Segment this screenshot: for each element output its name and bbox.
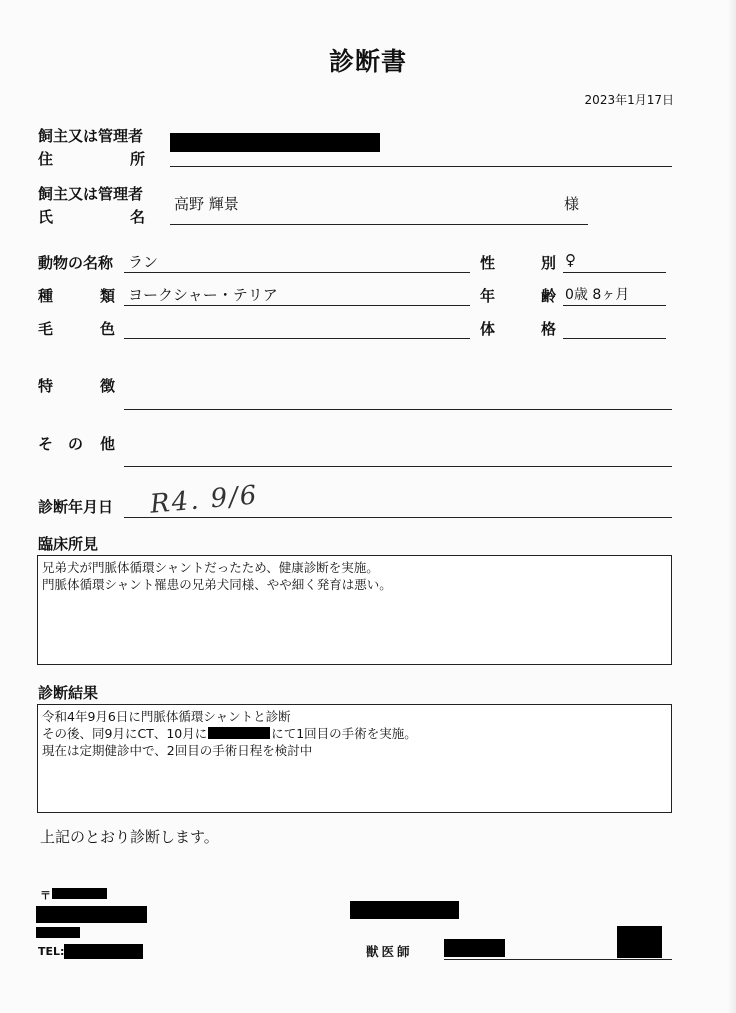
sex-value: ♀ bbox=[565, 251, 576, 269]
honorific: 様 bbox=[564, 195, 580, 213]
other-label-char2: の bbox=[68, 435, 84, 453]
features-label-char1: 特 bbox=[38, 377, 54, 395]
redacted-phone bbox=[64, 944, 143, 959]
document-title: 診断書 bbox=[328, 47, 407, 76]
coat-color-underline bbox=[124, 338, 470, 339]
redacted-clinic-name bbox=[350, 901, 459, 919]
clinical-findings-heading: 臨床所見 bbox=[38, 535, 99, 553]
age-label-char1: 年 bbox=[480, 287, 496, 305]
owner-name-label-char1: 氏 bbox=[38, 208, 54, 226]
address-underline bbox=[170, 166, 672, 167]
owner-address-label-line1: 飼主又は管理者 bbox=[38, 127, 144, 145]
age-value: 0歳 8ヶ月 bbox=[565, 287, 630, 303]
diagnosis-result-box bbox=[37, 704, 672, 813]
owner-name-label-line1: 飼主又は管理者 bbox=[38, 185, 144, 203]
diagnosis-result-heading: 診断結果 bbox=[38, 684, 99, 702]
clinical-line-2: 門脈体循環シャント罹患の兄弟犬同様、やや細く発育は悪い。 bbox=[42, 577, 392, 592]
scan-edge-shadow bbox=[728, 0, 736, 1013]
closing-statement: 上記のとおり診断します。 bbox=[40, 828, 219, 846]
owner-name-underline bbox=[170, 224, 588, 225]
result-line-2-after: にて1回目の手術を実施。 bbox=[271, 726, 417, 741]
sex-underline bbox=[563, 272, 666, 273]
diagnosis-date-label: 診断年月日 bbox=[38, 498, 114, 516]
sex-label-char2: 別 bbox=[541, 254, 557, 272]
age-underline bbox=[563, 305, 666, 306]
result-line-2 bbox=[42, 725, 667, 742]
age-label-char2: 齢 bbox=[541, 287, 557, 305]
build-underline bbox=[563, 338, 666, 339]
redacted-postal-code bbox=[52, 888, 107, 899]
clinical-line-1: 兄弟犬が門脈体循環シャントだったため、健康診断を実施。 bbox=[42, 560, 379, 575]
owner-name-label-char2: 名 bbox=[130, 208, 146, 226]
redacted-clinic-address bbox=[36, 906, 147, 923]
breed-underline bbox=[124, 305, 470, 306]
coat-color-label-char2: 色 bbox=[100, 320, 116, 338]
other-label-char3: 他 bbox=[100, 435, 116, 453]
result-line-2-before: その後、同9月にCT、10月に bbox=[42, 726, 208, 741]
tel-label: TEL: bbox=[38, 945, 65, 958]
redacted-clinic-address-line2 bbox=[36, 927, 80, 938]
features-label-char2: 徴 bbox=[100, 377, 116, 395]
diagnosis-date-underline bbox=[124, 517, 672, 518]
animal-name-value: ラン bbox=[128, 253, 159, 271]
diagnosis-date-handwritten: R4. 9/6 bbox=[148, 480, 260, 520]
animal-name-label: 動物の名称 bbox=[38, 254, 114, 272]
animal-name-underline bbox=[124, 272, 470, 273]
other-underline bbox=[124, 466, 672, 467]
redacted-veterinarian-name bbox=[444, 939, 505, 957]
redacted-address bbox=[170, 133, 380, 152]
veterinarian-underline bbox=[444, 959, 672, 960]
owner-address-label-char2: 所 bbox=[130, 150, 146, 168]
build-label-char2: 格 bbox=[541, 320, 557, 338]
coat-color-label-char1: 毛 bbox=[38, 320, 54, 338]
breed-label-char1: 種 bbox=[38, 287, 54, 305]
owner-name-value: 高野 輝景 bbox=[174, 195, 239, 213]
result-line-3: 現在は定期健診中で、2回目の手術日程を検討中 bbox=[42, 743, 313, 758]
breed-value: ヨークシャー・テリア bbox=[128, 286, 278, 304]
result-line-1: 令和4年9月6日に門脈体循環シャントと診断 bbox=[42, 709, 291, 724]
sex-label-char1: 性 bbox=[480, 254, 496, 272]
clinical-findings-box bbox=[37, 555, 672, 665]
redacted-hospital-name bbox=[208, 727, 270, 739]
owner-address-label-char1: 住 bbox=[38, 150, 54, 168]
other-label-char1: そ bbox=[38, 435, 54, 453]
postal-mark: 〒 bbox=[40, 889, 51, 902]
features-underline bbox=[124, 409, 672, 410]
build-label-char1: 体 bbox=[480, 320, 496, 338]
veterinarian-label: 獣医師 bbox=[366, 944, 413, 959]
issue-date: 2023年1月17日 bbox=[584, 93, 674, 107]
breed-label-char2: 類 bbox=[100, 287, 116, 305]
redacted-seal bbox=[617, 926, 662, 958]
